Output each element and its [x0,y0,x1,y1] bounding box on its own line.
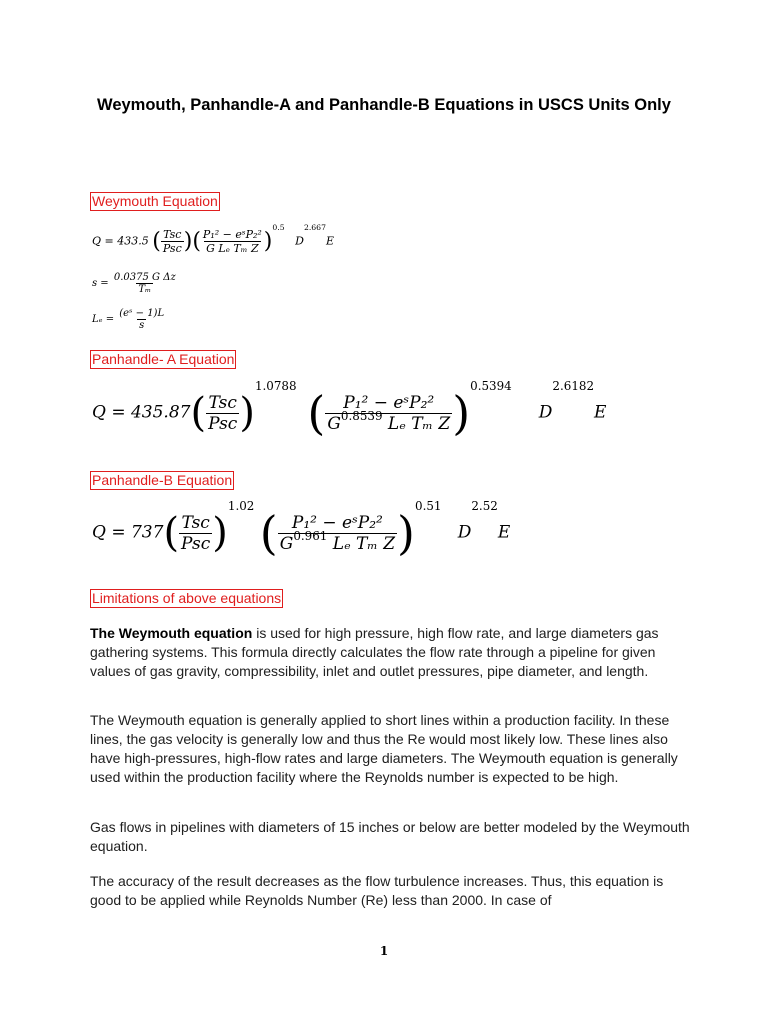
section-heading-panhandle-a: Panhandle- A Equation [92,351,235,367]
outer-exponent: 0.5 [272,223,285,233]
ratio-fraction: $\frac{\text{Tsc}}{\text{Psc}}$ [162,228,182,255]
eq-lhs: Q = 433.5 [92,234,149,248]
paragraph-3: Gas flows in pipelines with diameters of 15 inches or below are better modeled by the Weymouth equation. [90,819,690,854]
paren-open: ( [152,229,161,254]
equation-weymouth-flow: Q = 433.5 ( $\frac{\text{Tsc}}{\text{Psc}}$ )( $\frac{\text{P₁² − eˢP₂²}}{\text{G Lₑ Tₘ Z}}$ )$^{0.5}$ $D^{2.667}E$ [92,223,334,255]
equation-weymouth-s: s = $\frac{\text{0.0375 G Δz}}{\text{Tₘ}}$ [92,272,176,295]
equation-weymouth-le: Lₑ = $\frac{\text{(eˢ − 1)L}}{s}$ [92,308,165,331]
pressure-fraction: $\frac{\text{P₁² − eˢP₂²}}{\text{G Lₑ Tₘ Z}}$ [202,228,262,255]
document-title: Weymouth, Panhandle-A and Panhandle-B Equations in USCS Units Only [97,96,671,114]
paragraph-1: The Weymouth equation is used for high pressure, high flow rate, and large diameters gas gathering systems. This formula directly calculates the flow rate through a pipeline for given values of gas gravity, compressibility, inlet and outlet pressures, pipe diameter, and length. [90,625,659,679]
paragraph-4: The accuracy of the result decreases as the flow turbulence increases. Thus, this equation is good to be applied while Reynolds Number (Re) less than 2000. In case of [90,873,664,908]
equation-panhandle-a: Q = 435.87( $\frac{\text{Tsc}}{\text{Psc}}$ )$^{1.0788}$ ( $\frac{\text{P₁² − eˢP₂²}}{G^{0.8539} L_e T_m Z}$ )$^{0.5394}$ $D^{2.6182}E$ [92,378,607,440]
page-number: 1 [379,944,389,958]
equation-panhandle-b: Q = 737( $\frac{\text{Tsc}}{\text{Psc}}$ )$^{1.02}$ ( $\frac{\text{P₁² − eˢP₂²}}{G^{0.961} L_e T_m Z}$ )$^{0.51}$ $D^{2.52}E$ [92,498,511,560]
section-heading-panhandle-b: Panhandle-B Equation [92,472,233,488]
paragraph-2: The Weymouth equation is generally applied to short lines within a production facility. In these lines, the gas velocity is generally low and thus the Re would most likely low. These lines also have high-pressures, high-flow rates and large diameters. The Weymouth equation is generally used within the production facility where the Reynolds number is expected to be high. [90,712,678,785]
section-heading-limitations: Limitations of above equations [92,590,282,606]
section-heading-weymouth: Weymouth Equation [92,193,218,209]
paren-close: ) [183,229,193,254]
